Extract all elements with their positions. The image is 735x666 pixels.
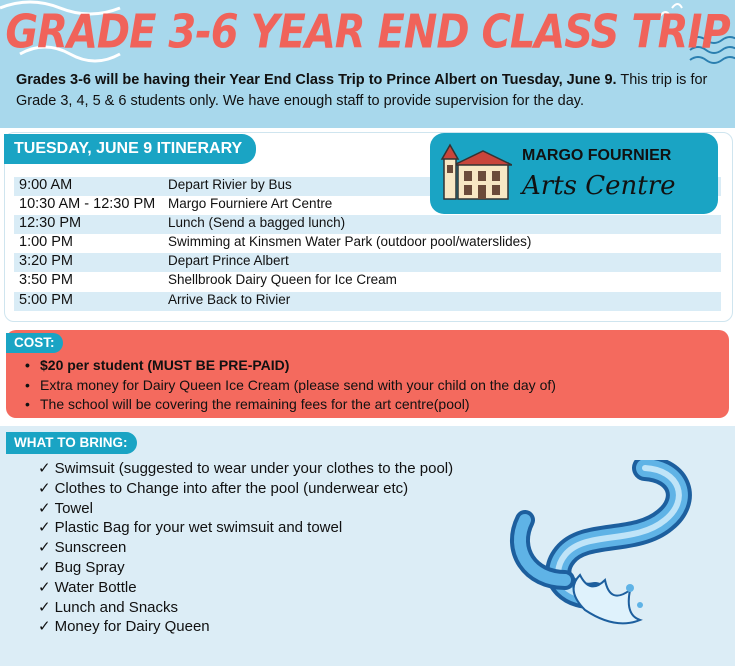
check-icon: ✓ xyxy=(38,519,51,537)
itinerary-time: 12:30 PM xyxy=(19,215,82,231)
itinerary-row xyxy=(14,292,721,311)
itinerary-desc: Depart Rivier by Bus xyxy=(168,177,292,192)
bring-item-label: Money for Dairy Queen xyxy=(54,618,210,636)
bring-list xyxy=(38,459,453,637)
bring-item xyxy=(38,479,453,499)
itinerary-desc: Depart Prince Albert xyxy=(168,253,289,268)
itinerary-desc: Swimming at Kinsmen Water Park (outdoor pool/waterslides) xyxy=(168,234,532,249)
itinerary-heading: TUESDAY, JUNE 9 ITINERARY xyxy=(4,134,256,164)
bring-item-label: Towel xyxy=(54,499,93,517)
itinerary-row xyxy=(14,234,721,253)
page-title: GRADE 3-6 YEAR END CLASS TRIP xyxy=(5,6,730,59)
bring-item xyxy=(38,499,453,519)
bring-item xyxy=(38,538,453,558)
bring-item xyxy=(38,459,453,479)
itinerary-row xyxy=(14,272,721,291)
itinerary-time: 10:30 AM - 12:30 PM xyxy=(19,196,156,212)
bring-item-label: Swimsuit (suggested to wear under your clothes to the pool) xyxy=(54,460,454,477)
itinerary-time: 3:50 PM xyxy=(19,272,73,288)
bring-item xyxy=(38,598,453,618)
bring-item xyxy=(38,617,453,637)
itinerary-desc: Margo Fourniere Art Centre xyxy=(168,196,333,211)
cost-list xyxy=(40,356,556,415)
itinerary-time: 1:00 PM xyxy=(19,234,73,250)
header-banner xyxy=(0,0,735,128)
itinerary-desc: Lunch (Send a bagged lunch) xyxy=(168,215,346,230)
check-icon: ✓ xyxy=(38,578,51,596)
logo-subtitle: Arts Centre xyxy=(522,171,676,201)
bring-item-label: Sunscreen xyxy=(54,539,127,557)
bring-heading: WHAT TO BRING: xyxy=(6,432,137,454)
waterslide-icon xyxy=(505,460,695,635)
check-icon: ✓ xyxy=(38,460,51,477)
cost-item: • The school will be covering the remaining fees for the art centre(pool) xyxy=(40,395,556,415)
bring-item-label: Bug Spray xyxy=(54,558,125,576)
intro-text xyxy=(16,70,721,112)
bring-item xyxy=(38,558,453,578)
logo-title: MARGO FOURNIER xyxy=(522,147,672,164)
check-icon: ✓ xyxy=(38,499,51,517)
check-icon: ✓ xyxy=(38,618,51,636)
arts-centre-logo xyxy=(430,133,718,214)
itinerary-row xyxy=(14,215,721,234)
check-icon: ✓ xyxy=(38,558,51,576)
itinerary-row xyxy=(14,253,721,272)
cost-heading: COST: xyxy=(6,333,63,353)
bring-item-label: Lunch and Snacks xyxy=(54,598,178,616)
itinerary-time: 9:00 AM xyxy=(19,177,73,193)
itinerary-desc: Shellbrook Dairy Queen for Ice Cream xyxy=(168,272,397,287)
cost-item: • Extra money for Dairy Queen Ice Cream (please send with your child on the day of) xyxy=(40,376,556,396)
itinerary-time: 5:00 PM xyxy=(19,292,73,308)
bring-item-label: Water Bottle xyxy=(54,578,137,596)
bring-item-label: Clothes to Change into after the pool (underwear etc) xyxy=(54,479,409,497)
check-icon: ✓ xyxy=(38,479,51,497)
building-icon xyxy=(440,143,512,203)
intro-rest: This trip is for Grade 3, 4, 5 & 6 students only. We have enough staff to provide supervision for the day. xyxy=(16,72,708,109)
check-icon: ✓ xyxy=(38,598,51,616)
bring-item xyxy=(38,518,453,538)
itinerary-desc: Arrive Back to Rivier xyxy=(168,292,291,307)
check-icon: ✓ xyxy=(38,539,51,557)
bring-item-label: Plastic Bag for your wet swimsuit and towel xyxy=(54,519,343,537)
cost-item: • $20 per student (MUST BE PRE-PAID) xyxy=(40,356,556,376)
intro-bold: Grades 3-6 will be having their Year End Class Trip to Prince Albert on Tuesday, June 9. xyxy=(16,72,617,88)
itinerary-time: 3:20 PM xyxy=(19,253,73,269)
bring-item xyxy=(38,578,453,598)
